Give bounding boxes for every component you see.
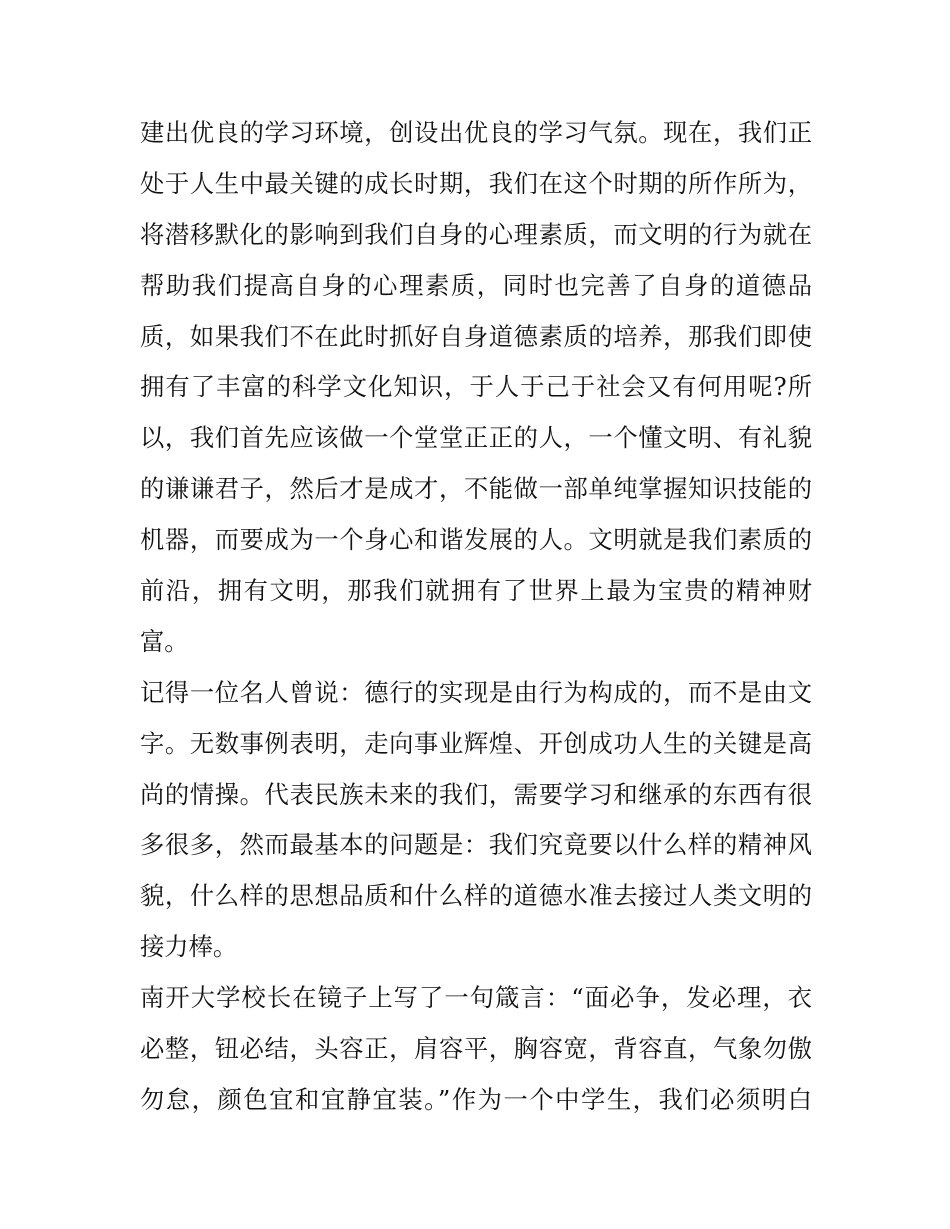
text-line: 富。 bbox=[140, 626, 189, 656]
text-line: 前沿，拥有文明，那我们就拥有了世界上最为宝贵的精神财 bbox=[140, 576, 812, 606]
text-line: 南开大学校长在镜子上写了一句箴言：“面必争，发必理，衣 bbox=[140, 983, 812, 1013]
text-line: 机器，而要成为一个身心和谐发展的人。文明就是我们素质的 bbox=[140, 525, 812, 555]
text-line: 貌，什么样的思想品质和什么样的道德水准去接过人类文明的 bbox=[140, 881, 812, 911]
text-line: 尚的情操。代表民族未来的我们，需要学习和继承的东西有很 bbox=[140, 779, 812, 809]
text-line: 记得一位名人曾说：德行的实现是由行为构成的，而不是由文 bbox=[140, 677, 812, 707]
text-line: 字。无数事例表明，走向事业辉煌、开创成功人生的关键是高 bbox=[140, 728, 812, 758]
document-body bbox=[140, 108, 812, 1126]
text-line: 以，我们首先应该做一个堂堂正正的人，一个懂文明、有礼貌 bbox=[140, 423, 812, 453]
text-line: 的谦谦君子，然后才是成才，不能做一部单纯掌握知识技能的 bbox=[140, 474, 812, 504]
text-line: 必整，钮必结，头容正，肩容平，胸容宽，背容直，气象勿傲 bbox=[140, 1034, 812, 1064]
text-line: 多很多，然而最基本的问题是：我们究竟要以什么样的精神风 bbox=[140, 830, 812, 860]
text-line: 帮助我们提高自身的心理素质，同时也完善了自身的道德品 bbox=[140, 270, 812, 300]
text-line: 处于人生中最关键的成长时期，我们在这个时期的所作所为， bbox=[140, 168, 812, 198]
text-line: 勿怠，颜色宜和宜静宜装。”作为一个中学生，我们必须明白 bbox=[140, 1084, 812, 1114]
text-line: 建出优良的学习环境，创设出优良的学习气氛。现在，我们正 bbox=[140, 118, 812, 147]
text-line: 拥有了丰富的科学文化知识，于人于己于社会又有何用呢?所 bbox=[140, 372, 812, 402]
text-line: 质，如果我们不在此时抓好自身道德素质的培养，那我们即使 bbox=[140, 321, 812, 351]
text-line: 将潜移默化的影响到我们自身的心理素质，而文明的行为就在 bbox=[140, 219, 812, 249]
text-line: 接力棒。 bbox=[140, 932, 238, 962]
